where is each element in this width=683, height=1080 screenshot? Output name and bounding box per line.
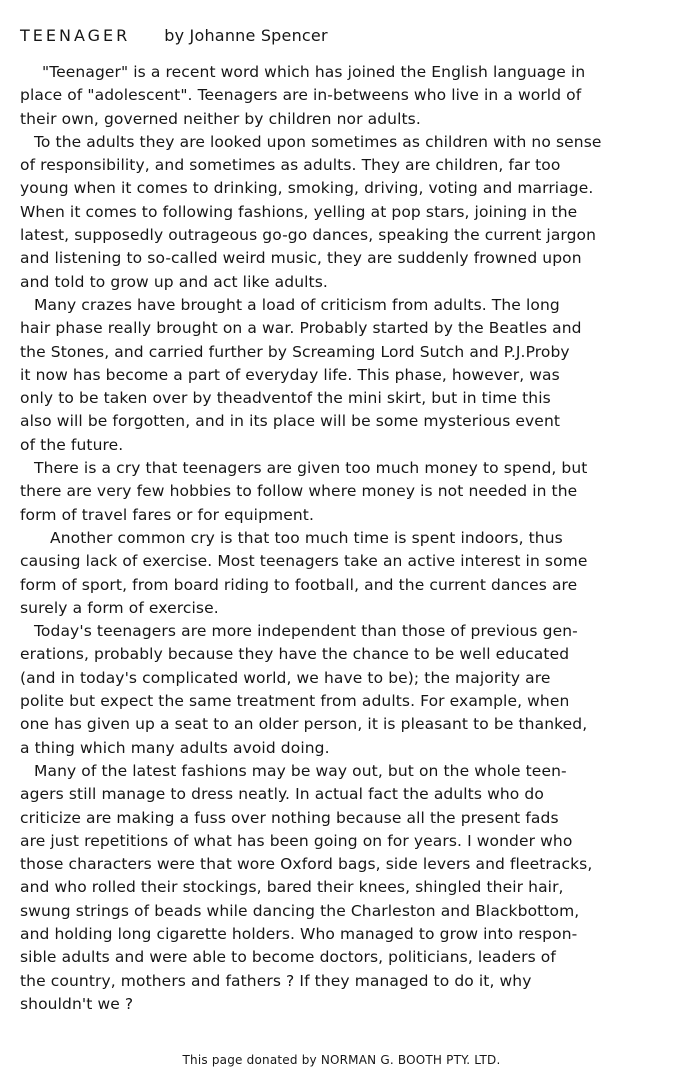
text-line: and told to grow up and act like adults.: [20, 272, 328, 291]
text-line: the country, mothers and fathers ? If they managed to do it, why: [20, 971, 532, 990]
text-line: young when it comes to drinking, smoking, driving, voting and marriage.: [20, 179, 594, 198]
text-line: only to be taken over by theadventof the mini skirt, but in time this: [20, 389, 551, 408]
text-line: Today's teenagers are more independent than those of previous gen-: [34, 622, 578, 641]
text-line: the Stones, and carried further by Screaming Lord Sutch and P.J.Proby: [20, 342, 570, 361]
text-line: (and in today's complicated world, we have to be); the majority are: [20, 668, 551, 687]
text-line: erations, probably because they have the chance to be well educated: [20, 645, 570, 664]
text-line: form of sport, from board riding to football, and the current dances are: [20, 575, 578, 594]
article-header: [20, 26, 328, 45]
text-line: and listening to so-called weird music, they are suddenly frowned upon: [20, 249, 582, 268]
text-line: it now has become a part of everyday life. This phase, however, was: [20, 365, 560, 384]
text-line: swung strings of beads while dancing the Charleston and Blackbottom,: [20, 901, 580, 920]
text-line: causing lack of exercise. Most teenagers take an active interest in some: [20, 552, 588, 571]
article-byline: by Johanne Spencer: [164, 26, 328, 45]
text-line: latest, supposedly outrageous go-go dances, speaking the current jargon: [20, 226, 597, 245]
text-line: Another common cry is that too much time is spent indoors, thus: [50, 528, 563, 547]
text-line: of the future.: [20, 435, 124, 454]
text-line: sible adults and were able to become doctors, politicians, leaders of: [20, 948, 556, 967]
text-line: Many crazes have brought a load of criticism from adults. The long: [34, 295, 560, 314]
text-line: one has given up a seat to an older person, it is pleasant to be thanked,: [20, 715, 588, 734]
text-line: surely a form of exercise.: [20, 598, 219, 617]
text-line: those characters were that wore Oxford bags, side levers and fleetracks,: [20, 855, 593, 874]
text-line: When it comes to following fashions, yelling at pop stars, joining in the: [20, 202, 578, 221]
text-line: To the adults they are looked upon sometimes as children with no sense: [34, 132, 602, 151]
text-line: also will be forgotten, and in its place will be some mysterious event: [20, 412, 561, 431]
text-line: place of "adolescent". Teenagers are in-betweens who live in a world of: [20, 86, 582, 105]
text-line: shouldn't we ?: [20, 994, 134, 1013]
text-line: agers still manage to dress neatly. In actual fact the adults who do: [20, 785, 544, 804]
text-line: "Teenager" is a recent word which has joined the English language in: [42, 63, 586, 81]
text-line: There is a cry that teenagers are given too much money to spend, but: [34, 459, 588, 478]
article-body: [20, 61, 670, 1016]
text-line: criticize are making a fuss over nothing because all the present fads: [20, 808, 559, 827]
text-line: a thing which many adults avoid doing.: [20, 738, 330, 757]
text-line: and holding long cigarette holders. Who managed to grow into respon-: [20, 924, 578, 943]
text-line: polite but expect the same treatment from adults. For example, when: [20, 692, 570, 711]
text-line: there are very few hobbies to follow where money is not needed in the: [20, 482, 578, 501]
text-line: are just repetitions of what has been going on for years. I wonder who: [20, 831, 573, 850]
text-line: and who rolled their stockings, bared their knees, shingled their hair,: [20, 878, 564, 897]
text-line: form of travel fares or for equipment.: [20, 505, 314, 524]
text-line: hair phase really brought on a war. Probably started by the Beatles and: [20, 319, 582, 338]
text-line: their own, governed neither by children nor adults.: [20, 109, 421, 128]
article-title: TEENAGER: [20, 26, 131, 45]
text-line: of responsibility, and sometimes as adults. They are children, far too: [20, 156, 561, 175]
page-footer: This page donated by NORMAN G. BOOTH PTY. LTD.: [182, 1053, 501, 1067]
text-line: Many of the latest fashions may be way out, but on the whole teen-: [34, 761, 567, 780]
